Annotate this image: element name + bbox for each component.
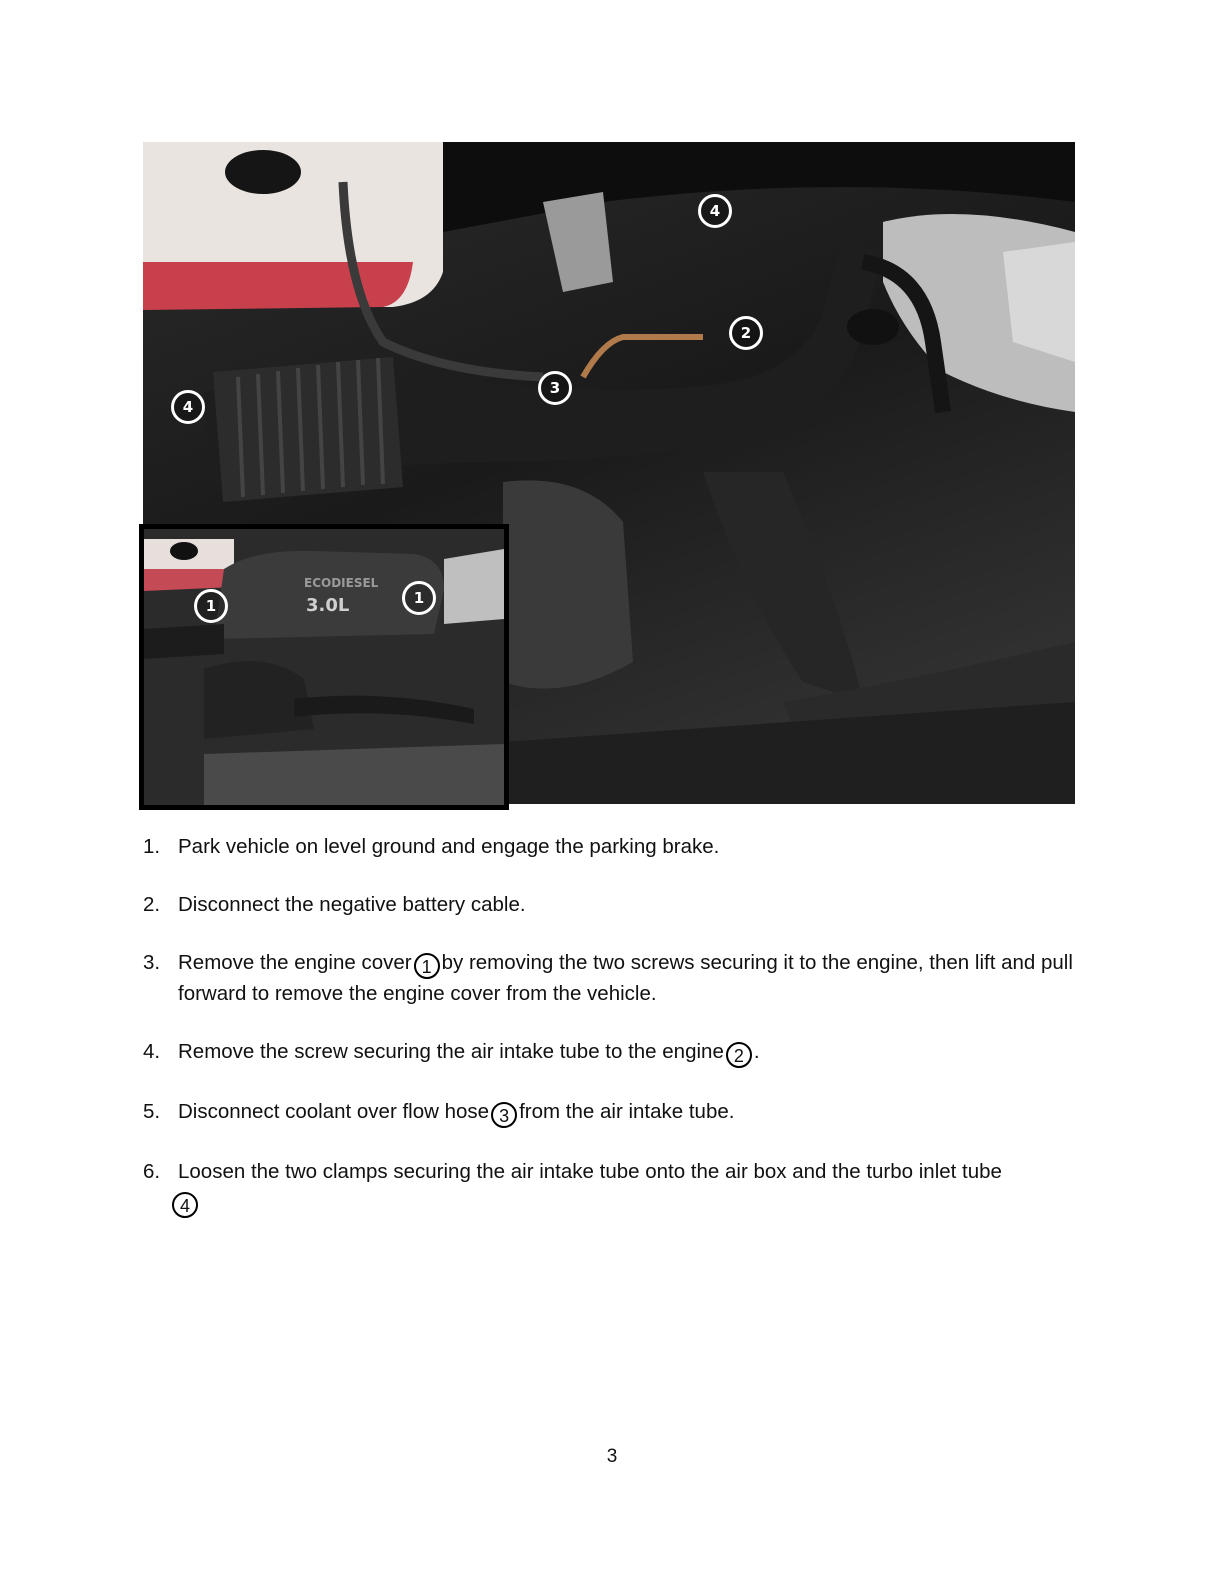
step-text: Disconnect the negative battery cable. [178, 893, 526, 916]
callout-4-top: 4 [698, 194, 732, 228]
callout-4-left: 4 [171, 390, 205, 424]
step-number: 5. [143, 1100, 161, 1123]
instruction-steps [143, 832, 1083, 1247]
step-3 [143, 948, 1083, 1008]
step-number: 1. [143, 835, 161, 858]
step-text-continued: from the air intake tube. [519, 1100, 735, 1123]
engine-cover-illustration [144, 529, 504, 805]
page-number: 3 [606, 1446, 618, 1467]
engine-cover-badge-line1: ECODIESEL [304, 576, 379, 590]
callout-reference-2: 2 [726, 1042, 752, 1068]
engine-cover-inset-photo [139, 524, 509, 810]
callout-1-right: 1 [402, 581, 436, 615]
step-number: 4. [143, 1040, 161, 1063]
step-text: Loosen the two clamps securing the air intake tube onto the air box and the turbo inlet tube [178, 1160, 1002, 1183]
step-5 [143, 1097, 1083, 1128]
callout-2: 2 [729, 316, 763, 350]
step-text-continued: . [753, 1040, 760, 1063]
step-number: 3. [143, 951, 161, 974]
step-text: Remove the screw securing the air intake tube to the engine [178, 1040, 724, 1063]
callout-reference-1: 1 [414, 953, 440, 979]
step-number: 2. [143, 893, 161, 916]
step-text: Disconnect coolant over flow hose [178, 1100, 490, 1123]
callout-1-left: 1 [194, 589, 228, 623]
step-number: 6. [143, 1160, 161, 1183]
step-text-continued: by removing the two screws securing it to the engine, then lift and pull forward to remove the engine cover from the vehicle. [178, 951, 1073, 1005]
callout-reference-3: 3 [491, 1102, 517, 1128]
callout-reference-4: 4 [172, 1192, 198, 1218]
step-1 [143, 832, 1083, 861]
step-6 [143, 1157, 1083, 1218]
step-text: Park vehicle on level ground and engage the parking brake. [178, 835, 720, 858]
callout-3: 3 [538, 371, 572, 405]
step-4 [143, 1037, 1083, 1068]
engine-cover-badge-line2: 3.0L [306, 595, 350, 616]
step-2 [143, 890, 1083, 919]
step-text: Remove the engine cover [178, 951, 412, 974]
